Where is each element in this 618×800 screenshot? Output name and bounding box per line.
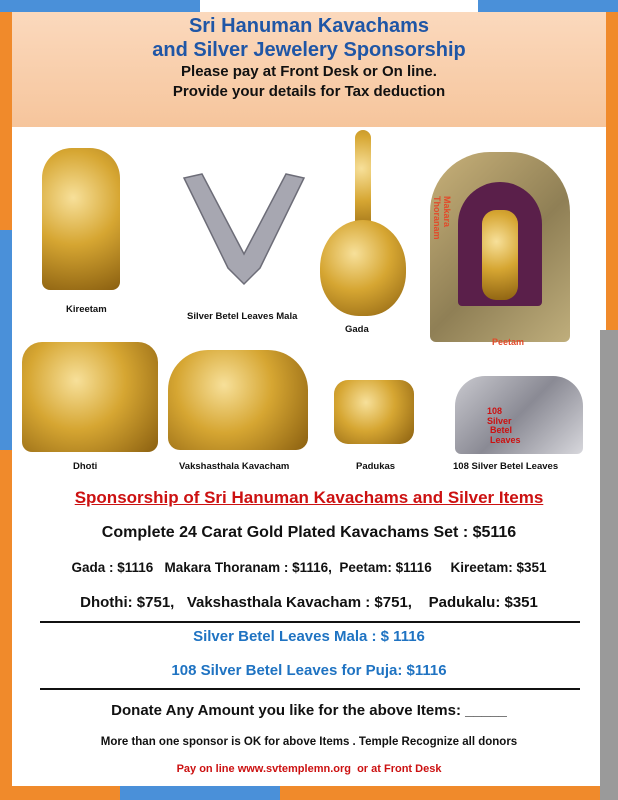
padukas-image bbox=[334, 380, 414, 444]
betel-108-overlay-line2: Betel Leaves bbox=[490, 425, 521, 445]
betel-108-label: 108 Silver Betel Leaves bbox=[453, 461, 559, 472]
frame-top-left-blue bbox=[0, 0, 200, 12]
frame-top-right-blue bbox=[478, 0, 618, 12]
padukas-label: Padukas bbox=[356, 461, 396, 472]
donate-line: Donate Any Amount you like for the above Items: _____ bbox=[111, 702, 507, 719]
gada-label: Gada bbox=[345, 324, 369, 335]
frame-bottom-orange bbox=[0, 786, 618, 800]
pay-online-note: Pay on line www.svtemplemn.org or at Front Desk bbox=[176, 763, 442, 775]
title-line-2: and Silver Jewelery Sponsorship bbox=[152, 39, 466, 61]
subtitle-line-1: Please pay at Front Desk or On line. bbox=[181, 63, 437, 80]
vakshasthala-image bbox=[168, 350, 308, 450]
divider-bottom bbox=[40, 688, 580, 690]
dhoti-image bbox=[22, 342, 158, 452]
frame-bottom-blue bbox=[120, 786, 280, 800]
prices-row-2: Dhothi: $751, Vakshasthala Kavacham : $751, Padukalu: $351 bbox=[80, 594, 538, 611]
sponsor-note: More than one sponsor is OK for above Items . Temple Recognize all donors bbox=[100, 736, 518, 748]
betel-108-overlay-line1: 108 Silver bbox=[487, 406, 512, 426]
betel-mala-label: Silver Betel Leaves Mala bbox=[187, 311, 298, 322]
betel-mala-image bbox=[178, 172, 310, 290]
silver-108-price: 108 Silver Betel Leaves for Puja: $1116 bbox=[171, 662, 447, 679]
peetam-overlay: Peetam bbox=[492, 337, 525, 347]
title-line-1: Sri Hanuman Kavachams bbox=[188, 15, 430, 37]
divider-top bbox=[40, 621, 580, 623]
frame-left-blue bbox=[0, 230, 12, 450]
makara-thoranam-overlay: Makara Thoranam bbox=[432, 196, 452, 240]
prices-row-1: Gada : $1116 Makara Thoranam : $1116, Peetam: $1116 Kireetam: $351 bbox=[71, 560, 547, 575]
section-title: Sponsorship of Sri Hanuman Kavachams and Silver Items bbox=[74, 488, 544, 507]
kireetam-image bbox=[42, 148, 120, 290]
gada-head-image bbox=[320, 220, 406, 316]
vakshasthala-label: Vakshasthala Kavacham bbox=[179, 461, 290, 472]
kireetam-label: Kireetam bbox=[66, 304, 107, 315]
silver-mala-price: Silver Betel Leaves Mala : $ 1116 bbox=[193, 628, 425, 645]
dhoti-label: Dhoti bbox=[73, 461, 98, 472]
hanuman-figure-image bbox=[482, 210, 518, 300]
header-banner bbox=[12, 12, 606, 127]
subtitle-line-2: Provide your details for Tax deduction bbox=[172, 83, 446, 100]
set-price: Complete 24 Carat Gold Plated Kavachams Set : $5116 bbox=[101, 524, 517, 541]
